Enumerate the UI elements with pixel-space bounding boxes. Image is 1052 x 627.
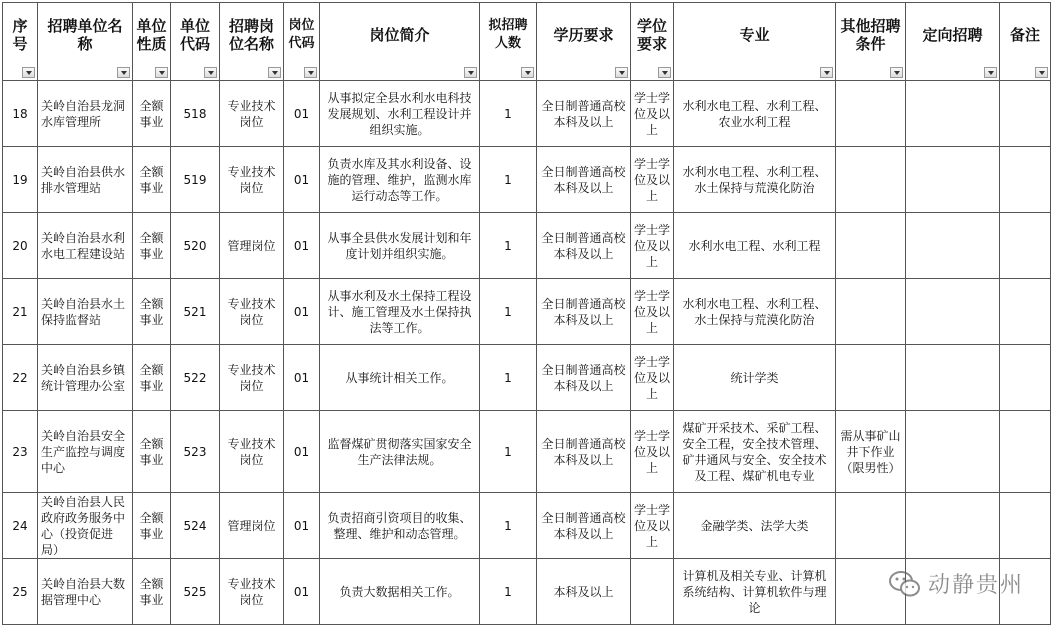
cell-note [1000, 411, 1051, 493]
cell-post-code: 01 [284, 493, 320, 559]
cell-intro: 从事统计相关工作。 [320, 345, 480, 411]
cell-directed [906, 213, 1000, 279]
cell-unit: 关岭自治县安全生产监控与调度中心 [38, 411, 133, 493]
cell-edu: 全日制普通高校本科及以上 [537, 279, 631, 345]
cell-post-code: 01 [284, 411, 320, 493]
cell-degree: 学士学位及以上 [631, 147, 674, 213]
cell-post: 专业技术岗位 [220, 345, 284, 411]
recruitment-table [2, 2, 1051, 625]
cell-post-code: 01 [284, 81, 320, 147]
watermark [888, 568, 1024, 599]
cell-major: 统计学类 [674, 345, 836, 411]
cell-major: 水利水电工程、水利工程、水土保持与荒漠化防治 [674, 279, 836, 345]
cell-edu: 全日制普通高校本科及以上 [537, 345, 631, 411]
cell-no: 20 [3, 213, 38, 279]
cell-note [1000, 147, 1051, 213]
cell-post: 专业技术岗位 [220, 279, 284, 345]
cell-unit: 关岭自治县水土保持监督站 [38, 279, 133, 345]
cell-no: 23 [3, 411, 38, 493]
cell-major: 水利水电工程、水利工程、水土保持与荒漠化防治 [674, 147, 836, 213]
filter-dropdown-icon[interactable] [890, 67, 903, 78]
cell-num: 1 [480, 345, 537, 411]
cell-directed [906, 81, 1000, 147]
filter-dropdown-icon[interactable] [521, 67, 534, 78]
cell-post: 专业技术岗位 [220, 559, 284, 625]
cell-no: 21 [3, 279, 38, 345]
col-header: 拟招聘人数 [480, 3, 537, 81]
cell-post-code: 01 [284, 279, 320, 345]
cell-major: 金融学类、法学大类 [674, 493, 836, 559]
watermark-text: 动静贵州 [927, 573, 1024, 598]
cell-directed [906, 345, 1000, 411]
cell-directed [906, 147, 1000, 213]
cell-nature: 全额事业 [133, 559, 171, 625]
cell-post-code: 01 [284, 559, 320, 625]
col-header: 单位代码 [171, 3, 220, 81]
cell-nature: 全额事业 [133, 81, 171, 147]
cell-unit: 关岭自治县乡镇统计管理办公室 [38, 345, 133, 411]
cell-other: 需从事矿山井下作业（限男性） [836, 411, 906, 493]
cell-note [1000, 345, 1051, 411]
col-header: 岗位代码 [284, 3, 320, 81]
filter-dropdown-icon[interactable] [820, 67, 833, 78]
cell-degree [631, 559, 674, 625]
cell-no: 19 [3, 147, 38, 213]
cell-other [836, 147, 906, 213]
filter-dropdown-icon[interactable] [22, 67, 35, 78]
cell-degree: 学士学位及以上 [631, 493, 674, 559]
cell-other [836, 493, 906, 559]
cell-directed [906, 411, 1000, 493]
cell-unit: 关岭自治县供水排水管理站 [38, 147, 133, 213]
filter-dropdown-icon[interactable] [984, 67, 997, 78]
cell-num: 1 [480, 493, 537, 559]
cell-note [1000, 81, 1051, 147]
cell-intro: 从事水利及水土保持工程设计、施工管理及水土保持执法等工作。 [320, 279, 480, 345]
filter-dropdown-icon[interactable] [204, 67, 217, 78]
table-row [3, 213, 1051, 279]
cell-major: 水利水电工程、水利工程 [674, 213, 836, 279]
cell-other [836, 279, 906, 345]
col-header: 单位性质 [133, 3, 171, 81]
cell-unit-code: 524 [171, 493, 220, 559]
cell-unit-code: 520 [171, 213, 220, 279]
cell-intro: 负责招商引资项目的收集、整理、维护和动态管理。 [320, 493, 480, 559]
cell-degree: 学士学位及以上 [631, 81, 674, 147]
cell-major: 水利水电工程、水利工程、农业水利工程 [674, 81, 836, 147]
cell-degree: 学士学位及以上 [631, 345, 674, 411]
cell-unit-code: 519 [171, 147, 220, 213]
cell-num: 1 [480, 213, 537, 279]
cell-post: 专业技术岗位 [220, 81, 284, 147]
filter-dropdown-icon[interactable] [268, 67, 281, 78]
filter-dropdown-icon[interactable] [304, 67, 317, 78]
cell-num: 1 [480, 147, 537, 213]
cell-no: 25 [3, 559, 38, 625]
cell-other [836, 345, 906, 411]
cell-nature: 全额事业 [133, 279, 171, 345]
filter-dropdown-icon[interactable] [1035, 67, 1048, 78]
col-header: 学位要求 [631, 3, 674, 81]
cell-num: 1 [480, 81, 537, 147]
cell-unit-code: 521 [171, 279, 220, 345]
cell-unit-code: 525 [171, 559, 220, 625]
table-row [3, 345, 1051, 411]
cell-edu: 全日制普通高校本科及以上 [537, 493, 631, 559]
cell-directed [906, 279, 1000, 345]
header-row [3, 3, 1051, 81]
cell-no: 24 [3, 493, 38, 559]
table-row [3, 279, 1051, 345]
cell-nature: 全额事业 [133, 213, 171, 279]
cell-unit: 关岭自治县水利水电工程建设站 [38, 213, 133, 279]
filter-dropdown-icon[interactable] [658, 67, 671, 78]
cell-edu: 全日制普通高校本科及以上 [537, 213, 631, 279]
cell-degree: 学士学位及以上 [631, 213, 674, 279]
cell-note [1000, 493, 1051, 559]
cell-intro: 从事全县供水发展计划和年度计划并组织实施。 [320, 213, 480, 279]
table-row [3, 493, 1051, 559]
cell-num: 1 [480, 411, 537, 493]
cell-intro: 监督煤矿贯彻落实国家安全生产法律法规。 [320, 411, 480, 493]
cell-post-code: 01 [284, 213, 320, 279]
filter-dropdown-icon[interactable] [615, 67, 628, 78]
col-header: 其他招聘条件 [836, 3, 906, 81]
cell-intro: 负责大数据相关工作。 [320, 559, 480, 625]
cell-nature: 全额事业 [133, 411, 171, 493]
cell-nature: 全额事业 [133, 345, 171, 411]
cell-edu: 全日制普通高校本科及以上 [537, 81, 631, 147]
filter-dropdown-icon[interactable] [117, 67, 130, 78]
cell-post: 管理岗位 [220, 493, 284, 559]
col-header: 专业 [674, 3, 836, 81]
cell-unit: 关岭自治县人民政府政务服务中心（投资促进局） [38, 493, 133, 559]
col-header: 备注 [1000, 3, 1051, 81]
cell-degree: 学士学位及以上 [631, 279, 674, 345]
cell-unit-code: 523 [171, 411, 220, 493]
filter-dropdown-icon[interactable] [155, 67, 168, 78]
table-row [3, 411, 1051, 493]
cell-no: 22 [3, 345, 38, 411]
cell-unit: 关岭自治县大数据管理中心 [38, 559, 133, 625]
cell-nature: 全额事业 [133, 493, 171, 559]
table-row [3, 81, 1051, 147]
wechat-icon [888, 569, 922, 599]
cell-post: 管理岗位 [220, 213, 284, 279]
cell-post: 专业技术岗位 [220, 411, 284, 493]
cell-major: 煤矿开采技术、采矿工程、安全工程，安全技术管理、矿井通风与安全、安全技术及工程、煤矿机电专业 [674, 411, 836, 493]
col-header: 序号 [3, 3, 38, 81]
col-header: 招聘岗位名称 [220, 3, 284, 81]
cell-intro: 从事拟定全县水利水电科技发展规划、水利工程设计并组织实施。 [320, 81, 480, 147]
col-header: 招聘单位名称 [38, 3, 133, 81]
cell-num: 1 [480, 279, 537, 345]
cell-unit: 关岭自治县龙洞水库管理所 [38, 81, 133, 147]
cell-unit-code: 522 [171, 345, 220, 411]
col-header: 岗位简介 [320, 3, 480, 81]
cell-post-code: 01 [284, 345, 320, 411]
cell-no: 18 [3, 81, 38, 147]
cell-unit-code: 518 [171, 81, 220, 147]
cell-note [1000, 279, 1051, 345]
col-header: 学历要求 [537, 3, 631, 81]
cell-major: 计算机及相关专业、计算机系统结构、计算机软件与理论 [674, 559, 836, 625]
cell-directed [906, 493, 1000, 559]
cell-intro: 负责水库及其水利设备、设施的管理、维护，监测水库运行动态等工作。 [320, 147, 480, 213]
col-header: 定向招聘 [906, 3, 1000, 81]
cell-edu: 全日制普通高校本科及以上 [537, 411, 631, 493]
cell-post: 专业技术岗位 [220, 147, 284, 213]
table-row [3, 147, 1051, 213]
cell-degree: 学士学位及以上 [631, 411, 674, 493]
cell-other [836, 81, 906, 147]
cell-edu: 本科及以上 [537, 559, 631, 625]
cell-note [1000, 213, 1051, 279]
cell-nature: 全额事业 [133, 147, 171, 213]
filter-dropdown-icon[interactable] [464, 67, 477, 78]
cell-post-code: 01 [284, 147, 320, 213]
cell-other [836, 213, 906, 279]
cell-num: 1 [480, 559, 537, 625]
cell-edu: 全日制普通高校本科及以上 [537, 147, 631, 213]
